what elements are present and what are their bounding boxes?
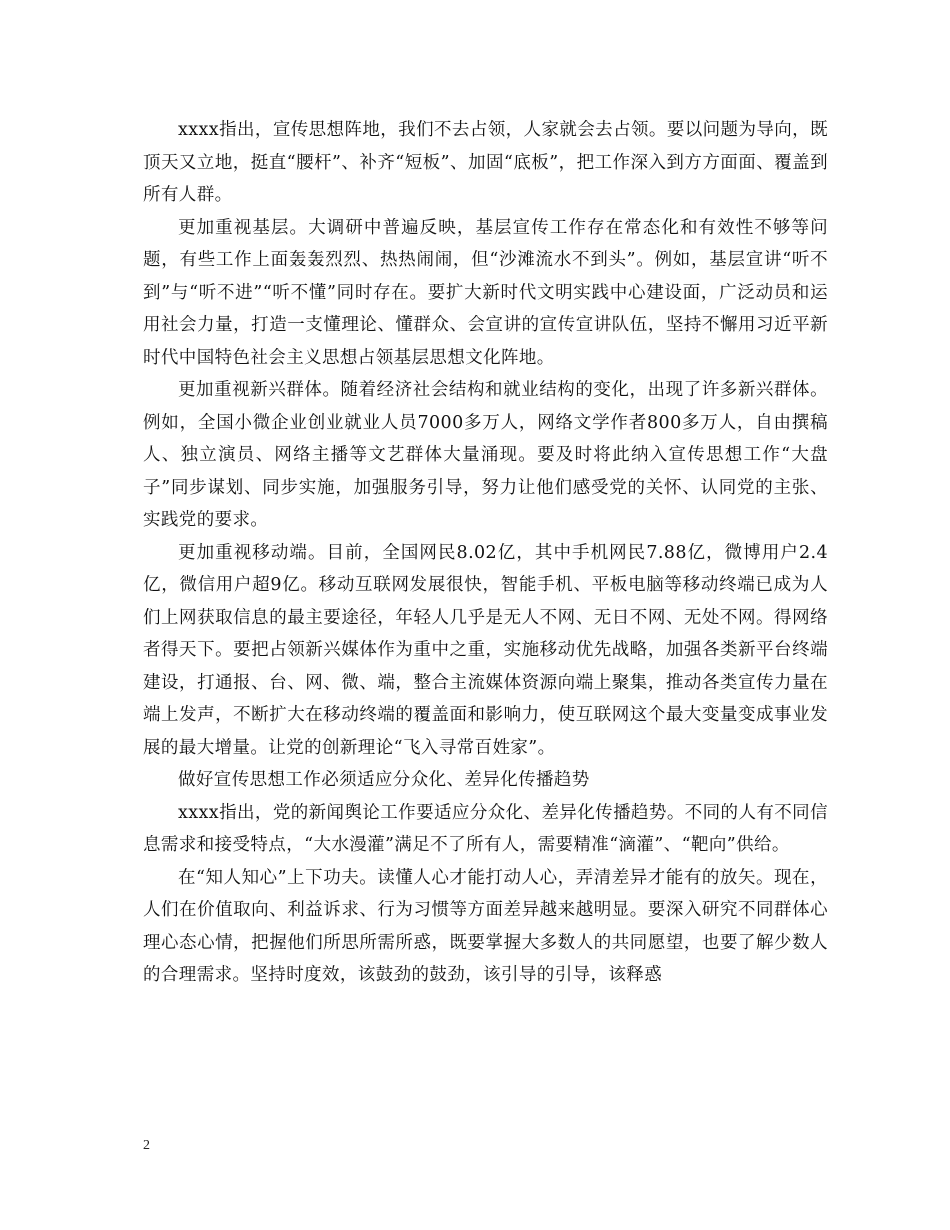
paragraph-grassroots: 更加重视基层。大调研中普遍反映，基层宣传工作存在常态化和有效性不够等问题，有些工作上面轰轰烈烈、热热闹闹，但“沙滩流水不到头”。例如，基层宣讲“听不到”与“听不进”“听不懂”同时存在。要扩大新时代文明实践中心建设面，广泛动员和运用社会力量，打造一支懂理论、懂群众、会宣讲的宣传宣讲队伍，坚持不懈用习近平新时代中国特色社会主义思想占领基层思想文化阵地。 <box>143 217 828 368</box>
paragraph-know-people: 在“知人知心”上下功夫。读懂人心才能打动人心，弄清差异才能有的放矢。现在，人们在价值取向、利益诉求、行为习惯等方面差异越来越明显。要深入研究不同群体心理心态心情，把握他们所思所需所惑，既要掌握大多数人的共同愿望，也要了解少数人的合理需求。坚持时度效，该鼓劲的鼓劲，该引导的引导，该释惑 <box>143 867 828 985</box>
paragraph-mobile: 更加重视移动端。目前，全国网民8.02亿，其中手机网民7.88亿，微博用户2.4亿，微信用户超9亿。移动互联网发展很快，智能手机、平板电脑等移动终端已成为人们上网获取信息的最主要途径，年轻人几乎是无人不网、无日不网、无处不网。得网络者得天下。要把占领新兴媒体作为重中之重，实施移动优先战略，加强各类新平台终端建设，打通报、台、网、微、端，整合主流媒体资源向端上聚集，推动各类宣传力量在端上发声，不断扩大在移动终端的覆盖面和影响力，使互联网这个最大变量变成事业发展的最大增量。让党的创新理论“飞入寻常百姓家”。 <box>143 542 828 758</box>
page-number: 2 <box>143 1138 150 1153</box>
paragraph-differentiated-communication: xxxx指出，党的新闻舆论工作要适应分众化、差异化传播趋势。不同的人有不同信息需求和接受特点，“大水漫灌”满足不了所有人，需要精准“滴灌”、“靶向”供给。 <box>143 802 828 855</box>
document-body <box>143 114 828 992</box>
paragraph-emerging-groups: 更加重视新兴群体。随着经济社会结构和就业结构的变化，出现了许多新兴群体。例如，全国小微企业创业就业人员7000多万人，网络文学作者800多万人，自由撰稿人、独立演员、网络主播等文艺群体大量涌现。要及时将此纳入宣传思想工作“大盘子”同步谋划、同步实施，加强服务引导，努力让他们感受党的关怀、认同党的主张、实践党的要求。 <box>143 380 828 530</box>
section-heading: 做好宣传思想工作必须适应分众化、差异化传播趋势 <box>178 770 590 790</box>
paragraph-intro: xxxx指出，宣传思想阵地，我们不去占领，人家就会去占领。要以问题为导向，既顶天又立地，挺直“腰杆”、补齐“短板”、加固“底板”，把工作深入到方方面面、覆盖到所有人群。 <box>143 120 828 205</box>
